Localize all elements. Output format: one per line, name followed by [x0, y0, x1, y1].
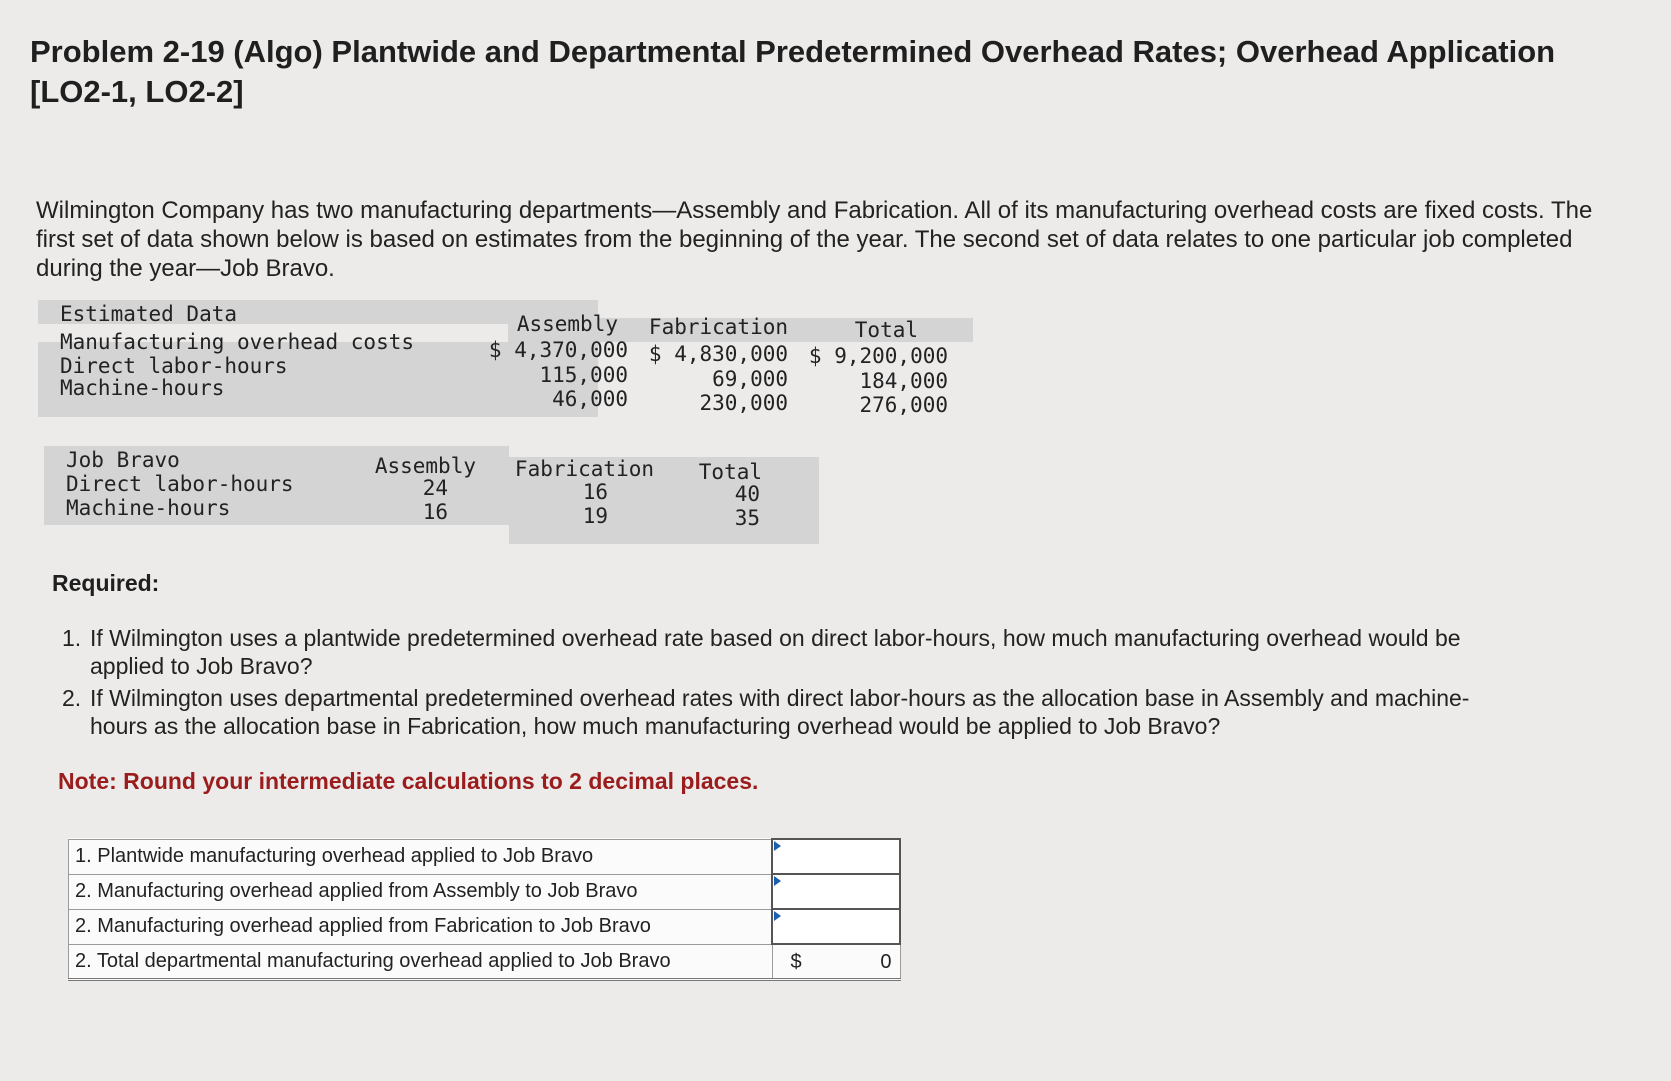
required-heading: Required: [52, 570, 160, 596]
total-value: 40 [734, 482, 760, 506]
assembly-value: $ 4,370,000 [488, 338, 628, 362]
table-row [69, 874, 901, 909]
answer-cell [772, 909, 900, 944]
row-label: Machine-hours [66, 496, 231, 520]
question-number: 1. [62, 625, 82, 651]
table-row [69, 839, 901, 874]
col-fabrication: Fabrication [648, 315, 788, 339]
answer-table [68, 838, 901, 981]
flag-marker-icon [774, 841, 781, 851]
problem-title: Problem 2-19 (Algo) Plantwide and Departmental Predetermined Overhead Rates; Overhead Application [LO2-1, LO2-2] [30, 34, 1556, 109]
fabrication-value: 19 [582, 504, 608, 528]
fabrication-value: 16 [582, 480, 608, 504]
assembly-overhead-input[interactable] [773, 875, 899, 908]
total-departmental-cell [772, 944, 900, 980]
answer-label: 2. Total departmental manufacturing overhead applied to Job Bravo [69, 944, 773, 980]
question-number: 2. [62, 685, 82, 711]
total-value: $ 9,200,000 [808, 344, 948, 368]
fabrication-overhead-input[interactable] [773, 910, 899, 943]
estimated-data-table [38, 302, 1038, 448]
assembly-value: 16 [422, 500, 448, 524]
col-assembly: Assembly [516, 312, 618, 336]
total-value: 184,000 [859, 369, 948, 393]
answer-label: 2. Manufacturing overhead applied from Fabrication to Job Bravo [69, 909, 773, 944]
flag-marker-icon [774, 911, 781, 921]
total-departmental-value: 0 [880, 951, 892, 973]
table-row [69, 944, 901, 980]
total-value: 35 [734, 506, 760, 530]
currency-symbol: $ [790, 951, 802, 973]
fabrication-value: 69,000 [712, 367, 788, 391]
job-bravo-table [44, 448, 844, 555]
assembly-value: 46,000 [552, 387, 628, 411]
answer-cell [772, 874, 900, 909]
question-2 [62, 684, 1502, 740]
rounding-note: Note: Round your intermediate calculations to 2 decimal places. [58, 768, 759, 794]
assembly-value: 115,000 [539, 363, 628, 387]
row-label: Direct labor-hours [66, 472, 294, 496]
question-1 [62, 624, 1502, 680]
answer-label: 1. Plantwide manufacturing overhead applied to Job Bravo [69, 839, 773, 874]
problem-intro: Wilmington Company has two manufacturing departments—Assembly and Fabrication. All of its manufacturing overhead costs are fixed costs. The first set of data shown below is based on estimates from the beginning of the year. The second set of data relates to one particular job completed during the year—Job Bravo. [36, 197, 1593, 282]
total-value: 276,000 [859, 393, 948, 417]
estimated-header: Estimated Data [60, 302, 238, 326]
answer-cell [772, 839, 900, 874]
row-label: Machine-hours [60, 376, 225, 400]
flag-marker-icon [774, 876, 781, 886]
required-list [62, 624, 1502, 744]
table-row [69, 909, 901, 944]
col-fabrication: Fabrication [514, 457, 654, 481]
job-header: Job Bravo [66, 448, 180, 472]
col-total: Total [698, 460, 762, 484]
assembly-value: 24 [422, 476, 448, 500]
answer-label: 2. Manufacturing overhead applied from Assembly to Job Bravo [69, 874, 773, 909]
plantwide-overhead-input[interactable] [773, 840, 899, 873]
col-total: Total [854, 318, 918, 342]
question-text: If Wilmington uses departmental predetermined overhead rates with direct labor-hours as the allocation base in Assembly and machine-hours as the allocation base in Fabrication, how much manufacturing overhead would be applied to Job Bravo? [90, 685, 1470, 739]
fabrication-value: $ 4,830,000 [648, 342, 788, 366]
fabrication-value: 230,000 [699, 391, 788, 415]
row-label: Manufacturing overhead costs [60, 330, 415, 354]
col-assembly: Assembly [374, 454, 476, 478]
row-label: Direct labor-hours [60, 354, 288, 378]
question-text: If Wilmington uses a plantwide predetermined overhead rate based on direct labor-hours, how much manufacturing overhead would be applied to Job Bravo? [90, 625, 1461, 679]
